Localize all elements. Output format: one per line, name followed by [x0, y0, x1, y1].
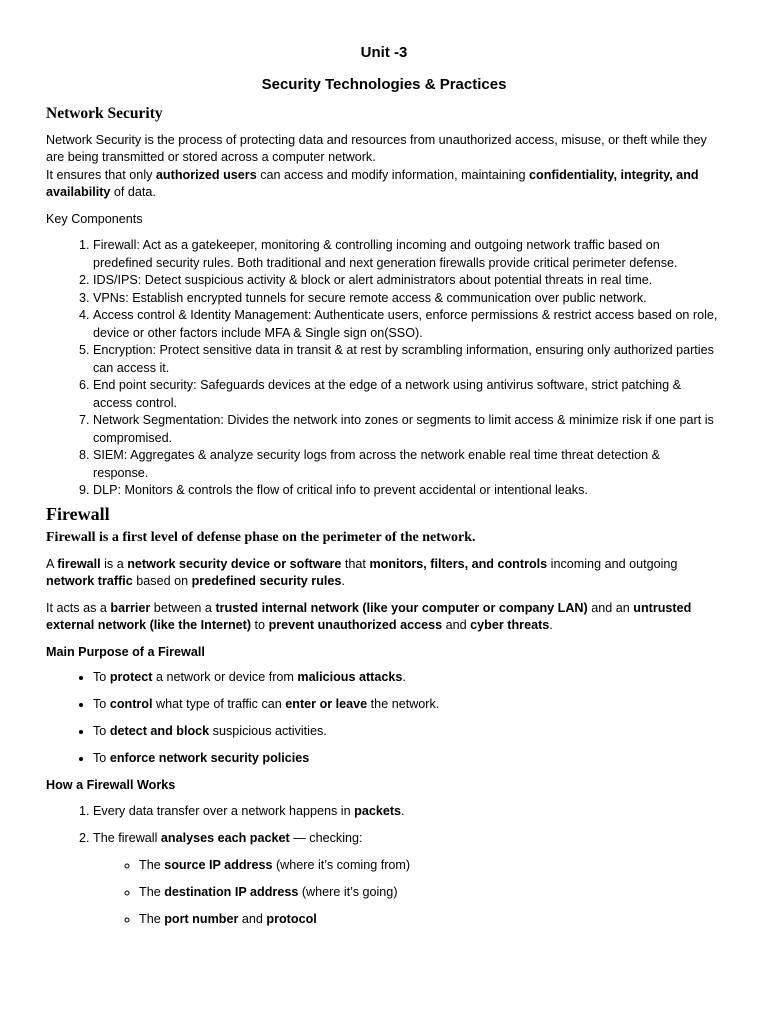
list-item: • To control what type of traffic can enter or leave the network. [93, 696, 718, 714]
list-item: 3. VPNs: Establish encrypted tunnels for secure remote access & communication over public network. [93, 290, 718, 308]
key-components-list [46, 237, 718, 500]
list-item: 2. The firewall analyses each packet — checking: ◦ The source IP address (where it’s coming from) ◦ The destination IP address (where it’s going) ◦ The port number and protocol [93, 830, 718, 929]
list-item: • To enforce network security policies [93, 750, 718, 768]
how-it-works-list [46, 803, 718, 929]
list-item: ◦ The destination IP address (where it’s going) [139, 884, 718, 902]
firewall-barrier: It acts as a barrier between a trusted internal network (like your computer or company LAN) and an untrusted external network (like the Internet) to prevent unauthorized access and cyber threats. [46, 600, 692, 632]
list-item: 2. IDS/IPS: Detect suspicious activity & block or alert administrators about potential threats in real time. [93, 272, 718, 290]
document-title: Security Technologies & Practices [261, 76, 507, 93]
firewall-definition: A firewall is a network security device or software that monitors, filters, and controls incoming and outgoing network traffic based on predefined security rules. [46, 556, 678, 588]
how-firewall-works-label: How a Firewall Works [46, 778, 176, 792]
intro-sentence-1: Network Security is the process of protecting data and resources from unauthorized access, misuse, or theft while they are being transmitted or stored across a computer network. [46, 132, 707, 164]
list-item: 4. Access control & Identity Management: Authenticate users, enforce permissions & restrict access based on role, device or other factors include MFA & Single sign on(SSO). [93, 307, 718, 342]
key-components-label: Key Components [46, 211, 143, 226]
purpose-list [46, 669, 718, 768]
section-heading-firewall: Firewall [46, 503, 110, 524]
list-item: 9. DLP: Monitors & controls the flow of critical info to prevent accidental or intentional leaks. [93, 482, 718, 500]
unit-title: Unit -3 [360, 44, 408, 61]
list-item: 8. SIEM: Aggregates & analyze security logs from across the network enable real time threat detection & response. [93, 447, 718, 482]
main-purpose-label: Main Purpose of a Firewall [46, 644, 205, 659]
section-heading-network-security: Network Security [46, 105, 163, 122]
packet-checks-list [93, 857, 718, 929]
list-item: ◦ The source IP address (where it’s coming from) [139, 857, 718, 875]
list-item: ◦ The port number and protocol [139, 911, 718, 929]
list-item: 5. Encryption: Protect sensitive data in transit & at rest by scrambling information, ensuring only authorized parties can access it. [93, 342, 718, 377]
document-body [46, 105, 718, 938]
list-item: 7. Network Segmentation: Divides the network into zones or segments to limit access & minimize risk if one part is compromised. [93, 412, 718, 447]
firewall-subheading: Firewall is a first level of defense phase on the perimeter of the network. [46, 530, 476, 545]
list-item: • To detect and block suspicious activities. [93, 723, 718, 741]
list-item: 1. Firewall: Act as a gatekeeper, monitoring & controlling incoming and outgoing network traffic based on predefined security rules. Both traditional and next generation firewalls provide critical perimeter defense. [93, 237, 718, 272]
list-item: 6. End point security: Safeguards devices at the edge of a network using antivirus software, strict patching & access control. [93, 377, 718, 412]
network-security-intro: Network Security is the process of protecting data and resources from unauthorized access, misuse, or theft while they are being transmitted or stored across a computer network. It ensures that only authorized users can access and modify information, maintaining confidentiality, integrity, and availability of data. [46, 132, 707, 199]
list-item: • To protect a network or device from malicious attacks. [93, 669, 718, 687]
list-item: 1. Every data transfer over a network happens in packets. [93, 803, 718, 821]
